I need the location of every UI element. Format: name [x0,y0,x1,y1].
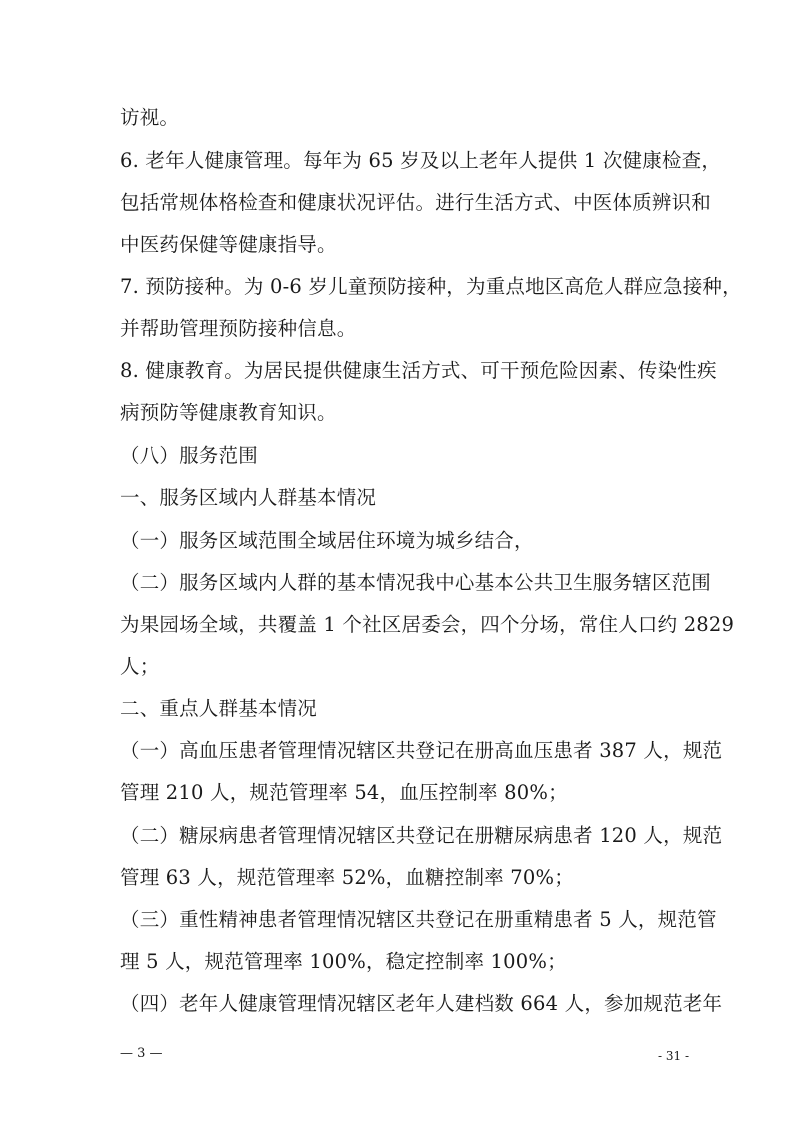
text-line: 中医药保健等健康指导。 [120,233,337,256]
text-line: 访视。 [120,106,180,129]
text-line: 包括常规体格检查和健康状况评估。进行生活方式、中医体质辨识和 [120,191,712,214]
text-line: 8. 健康教育。为居民提供健康生活方式、可干预危险因素、传染性疾 [120,359,717,382]
text-line: （三）重性精神患者管理情况辖区共登记在册重精患者 5 人，规范管 [120,908,717,931]
page-number-left: — 3 — [120,1046,163,1061]
page-number-right: - 31 - [658,1049,690,1063]
text-line: 为果园场全域，共覆盖 1 个社区居委会，四个分场，常住人口约 2829 [120,613,735,636]
text-line: 6. 老年人健康管理。每年为 65 岁及以上老年人提供 1 次健康检查， [120,149,722,172]
text-line: 并帮助管理预防接种信息。 [120,317,357,340]
text-line: 管理 210 人，规范管理率 54，血压控制率 80%； [120,781,568,804]
text-line: （一）服务区域范围全域居住环境为城乡结合， [120,529,534,552]
text-line: （二）糖尿病患者管理情况辖区共登记在册糖尿病患者 120 人，规范 [120,824,723,847]
text-line: （四）老年人健康管理情况辖区老年人建档数 664 人，参加规范老年 [120,992,723,1015]
text-line: 管理 63 人，规范管理率 52%，血糖控制率 70%； [120,866,574,889]
section-heading: 一、服务区域内人群基本情况 [120,486,377,509]
section-heading: 二、重点人群基本情况 [120,697,318,720]
section-heading: （八）服务范围 [120,444,258,467]
text-line: 病预防等健康教育知识。 [120,401,337,424]
text-line: 理 5 人，规范管理率 100%，稳定控制率 100%； [120,950,567,973]
text-line: 7. 预防接种。为 0-6 岁儿童预防接种，为重点地区高危人群应急接种， [120,275,742,298]
text-line: （二）服务区域内人群的基本情况我中心基本公共卫生服务辖区范围 [120,571,712,594]
text-line: 人； [120,655,160,678]
text-line: （一）高血压患者管理情况辖区共登记在册高血压患者 387 人，规范 [120,739,723,762]
